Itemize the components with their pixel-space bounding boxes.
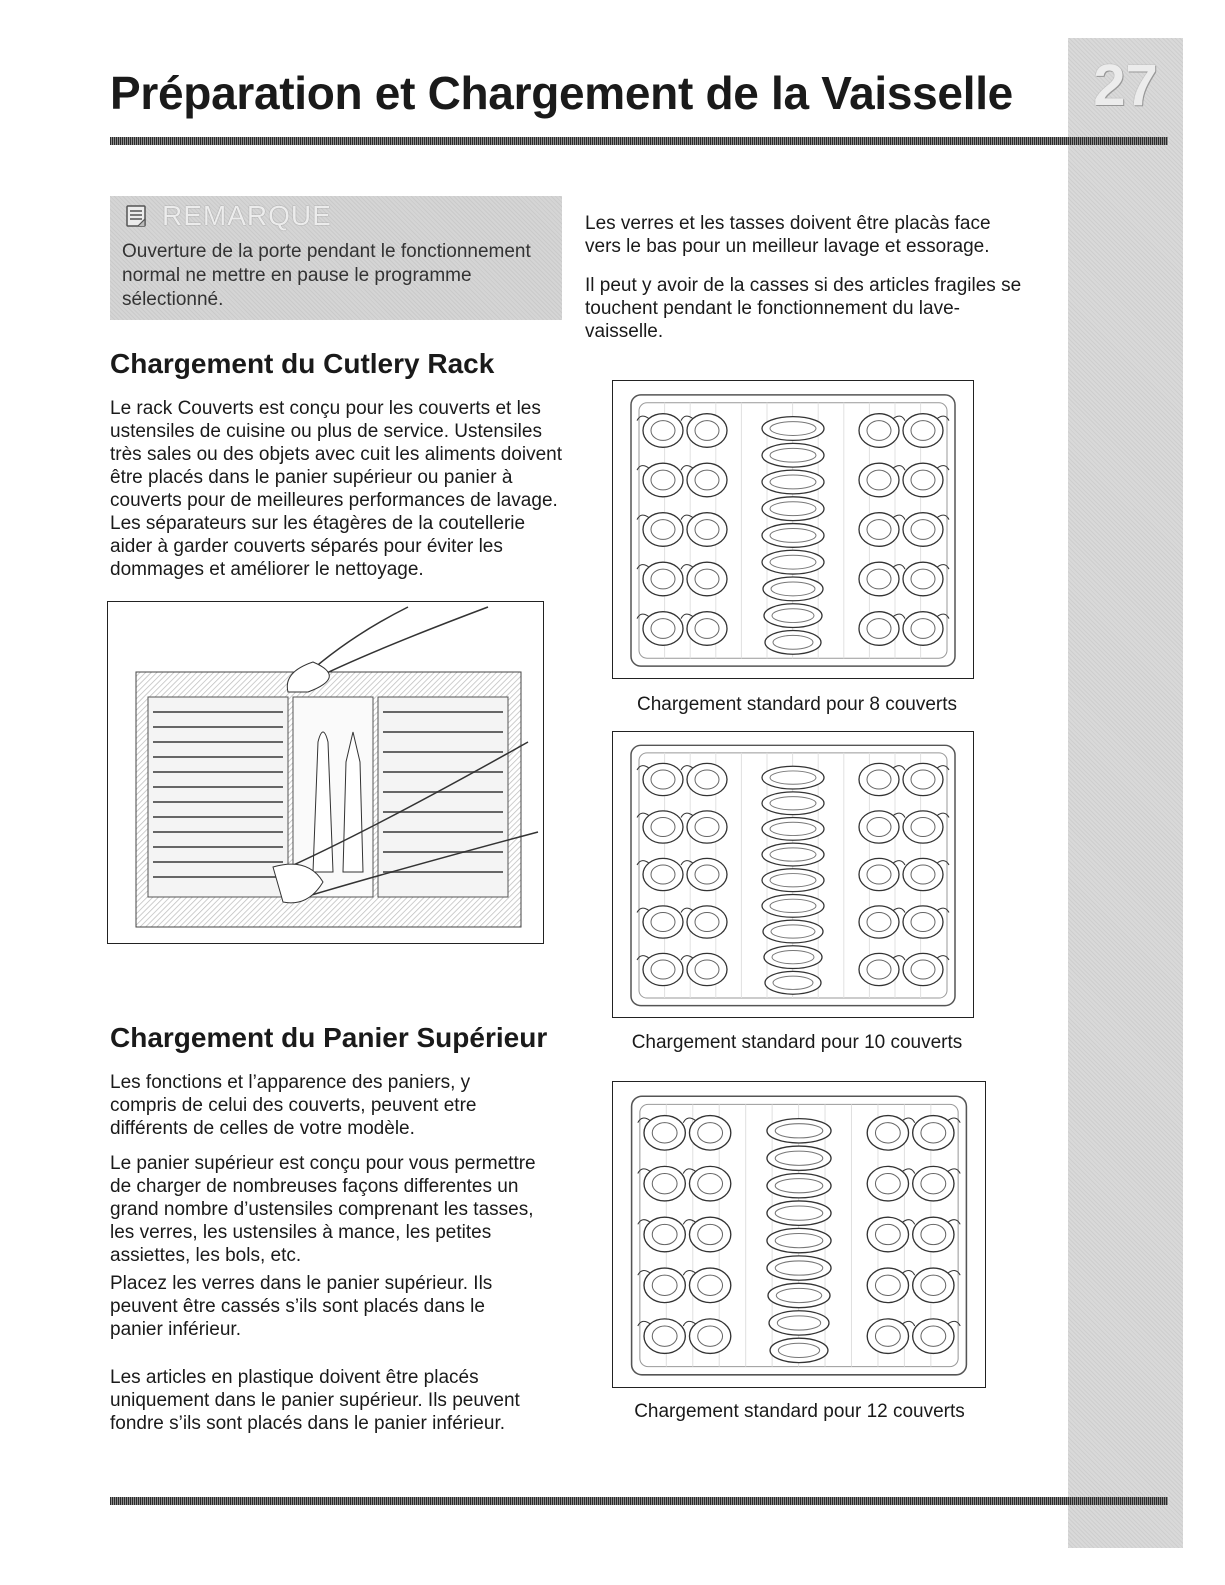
rack-8-place-settings-illustration [612,380,974,679]
right-paragraph-2: Il peut y avoir de la casses si des articles fragiles se touchent pendant le fonctionnement du lave-vaisselle. [585,275,1022,342]
upper-paragraph-2: Le panier supérieur est conçu pour vous permettre de charger de nombreuses façons differentes un grand nombre d’ustensiles comprenant les tasses, les verres, les ustensiles à mance, les petites assiettes, les bols, etc. [110,1153,536,1266]
page-title: Préparation et Chargement de la Vaisselle [110,67,1013,119]
caption-12-place-settings: Chargement standard pour 12 couverts [634,1401,965,1422]
cutlery-heading: Chargement du Cutlery Rack [110,348,495,379]
upper-paragraph-3: Placez les verres dans le panier supérieur. Ils peuvent être cassés s’ils sont placés dans le panier inférieur. [110,1273,493,1340]
rack-12-place-settings-illustration [612,1081,986,1388]
note-icon [124,204,148,228]
note-box [110,196,562,320]
header-rule [110,137,1168,145]
cutlery-rack-illustration [107,601,544,944]
caption-8-place-settings: Chargement standard pour 8 couverts [636,694,957,715]
note-header [124,200,332,232]
upper-paragraph-4: Les articles en plastique doivent être placés uniquement dans le panier supérieur. Ils peuvent fondre s’ils sont placés dans le panier inférieur. [110,1367,520,1434]
page-number: 27 [1093,53,1158,118]
footer-rule [110,1497,1168,1505]
caption-10-place-settings: Chargement standard pour 10 couverts [631,1032,963,1053]
note-title: REMARQUE [162,200,332,231]
right-paragraph-1: Les verres et les tasses doivent être placàs face vers le bas pour un meilleur lavage et essorage. [585,213,991,257]
cutlery-paragraph: Le rack Couverts est conçu pour les couverts et les ustensiles de cuisine ou plus de service. Ustensiles très sales ou des objets avec cuit les aliments doivent être placés dans le panier supérieur ou panier à couverts pour de meilleures performances de lavage. Les séparateurs sur les étagères de la coutellerie aider à garder couverts séparés pour éviter les dommages et améliorer le nettoyage. [110,398,563,580]
rack-10-place-settings-illustration [612,731,974,1018]
page-tab-background [1068,38,1183,1548]
upper-paragraph-1: Les fonctions et l’apparence des paniers, y compris de celui des couverts, peuvent etre différents de celles de votre modèle. [110,1072,477,1139]
upper-basket-heading: Chargement du Panier Supérieur [110,1022,548,1053]
note-text: Ouverture de la porte pendant le fonctionnement normal ne mettre en pause le programme sélectionné. [122,241,531,310]
